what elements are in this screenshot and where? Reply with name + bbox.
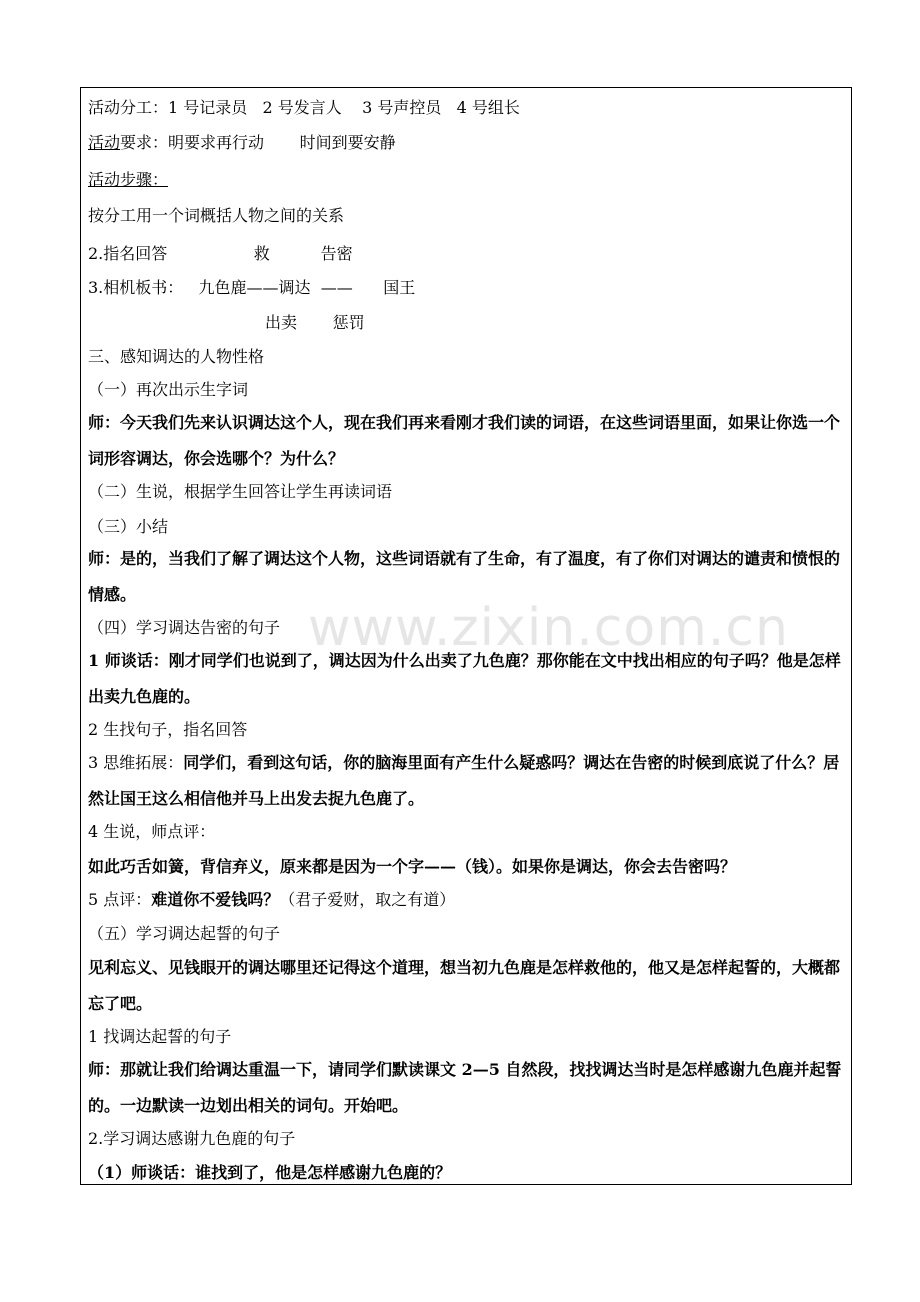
text-line: （三）小结 xyxy=(88,517,169,536)
paragraph xyxy=(88,745,848,817)
watermark: www.zixin.com.cn xyxy=(308,598,789,658)
paragraph: 师：今天我们先来认识调达这个人，现在我们再来看刚才我们读的词语，在这些词语里面，如果让你选一个词形容调达，你会选哪个？为什么？ xyxy=(88,413,841,468)
text-line: 2.指名回答 救 告密 xyxy=(88,244,353,263)
text-line: 三、感知调达的人物性格 xyxy=(88,347,265,366)
text-line: 2.学习调达感谢九色鹿的句子 xyxy=(88,1129,296,1148)
text-span: （1） xyxy=(88,1163,132,1182)
bold-text: 难道你不爱钱吗？ xyxy=(151,890,280,909)
text-line xyxy=(88,1161,451,1185)
text-span: 3 思维拓展： xyxy=(88,753,184,772)
text-line xyxy=(88,131,396,155)
text-line: 活动步骤： xyxy=(88,170,169,189)
text-line: 活动分工：1 号记录员 2 号发言人 3 号声控员 4 号组长 xyxy=(88,98,520,117)
text-line: （二）生说，根据学生回答让学生再读词语 xyxy=(88,482,393,501)
text-line: （一）再次出示生字词 xyxy=(88,380,249,399)
bold-text: 同学们，看到这句话，你的脑海里面有产生什么疑惑吗？调达在告密的时候到底说了什么？居然让国王这么相信他并马上出发去捉九色鹿了。 xyxy=(88,753,840,808)
text-line: 1 找调达起誓的句子 xyxy=(88,1027,232,1046)
text-line: 2 生找句子，指名回答 xyxy=(88,720,248,739)
text-span: 要求：明要求再行动 时间到要安静 xyxy=(120,133,396,152)
text-line: 出卖 惩罚 xyxy=(265,313,365,332)
text-line: 按分工用一个词概括人物之间的关系 xyxy=(88,206,345,225)
text-line: 3.相机板书： 九色鹿——调达 —— 国王 xyxy=(88,278,416,297)
text-span: （君子爱财，取之有道） xyxy=(279,890,456,909)
text-line: 如此巧舌如簧，背信弃义，原来都是因为一个字——（钱）。如果你是调达，你会去告密吗？ xyxy=(88,857,737,876)
text-span: 5 点评： xyxy=(88,890,152,909)
text-line: （五）学习调达起誓的句子 xyxy=(88,924,281,943)
paragraph: 见利忘义、见钱眼开的调达哪里还记得这个道理，想当初九色鹿是怎样救他的，他又是怎样起誓的，大概都忘了吧。 xyxy=(88,958,841,1013)
bold-text: 师谈话：谁找到了，他是怎样感谢九色鹿的？ xyxy=(131,1163,452,1182)
paragraph: 1 师谈话：刚才同学们也说到了，调达因为什么出卖了九色鹿？那你能在文中找出相应的句子吗？他是怎样出卖九色鹿的。 xyxy=(88,651,841,706)
text-line xyxy=(88,888,455,912)
paragraph: 师：那就让我们给调达重温一下，请同学们默读课文 2—5 自然段，找找调达当时是怎样感谢九色鹿并起誓的。一边默读一边划出相关的词句。开始吧。 xyxy=(88,1060,842,1115)
text-line: （四）学习调达告密的句子 xyxy=(88,618,281,637)
paragraph: 师：是的，当我们了解了调达这个人物，这些词语就有了生命，有了温度，有了你们对调达的谴责和愤恨的情感。 xyxy=(88,549,841,604)
text-line: 4 生说，师点评： xyxy=(88,822,216,841)
underlined-text: 活动 xyxy=(88,133,121,152)
